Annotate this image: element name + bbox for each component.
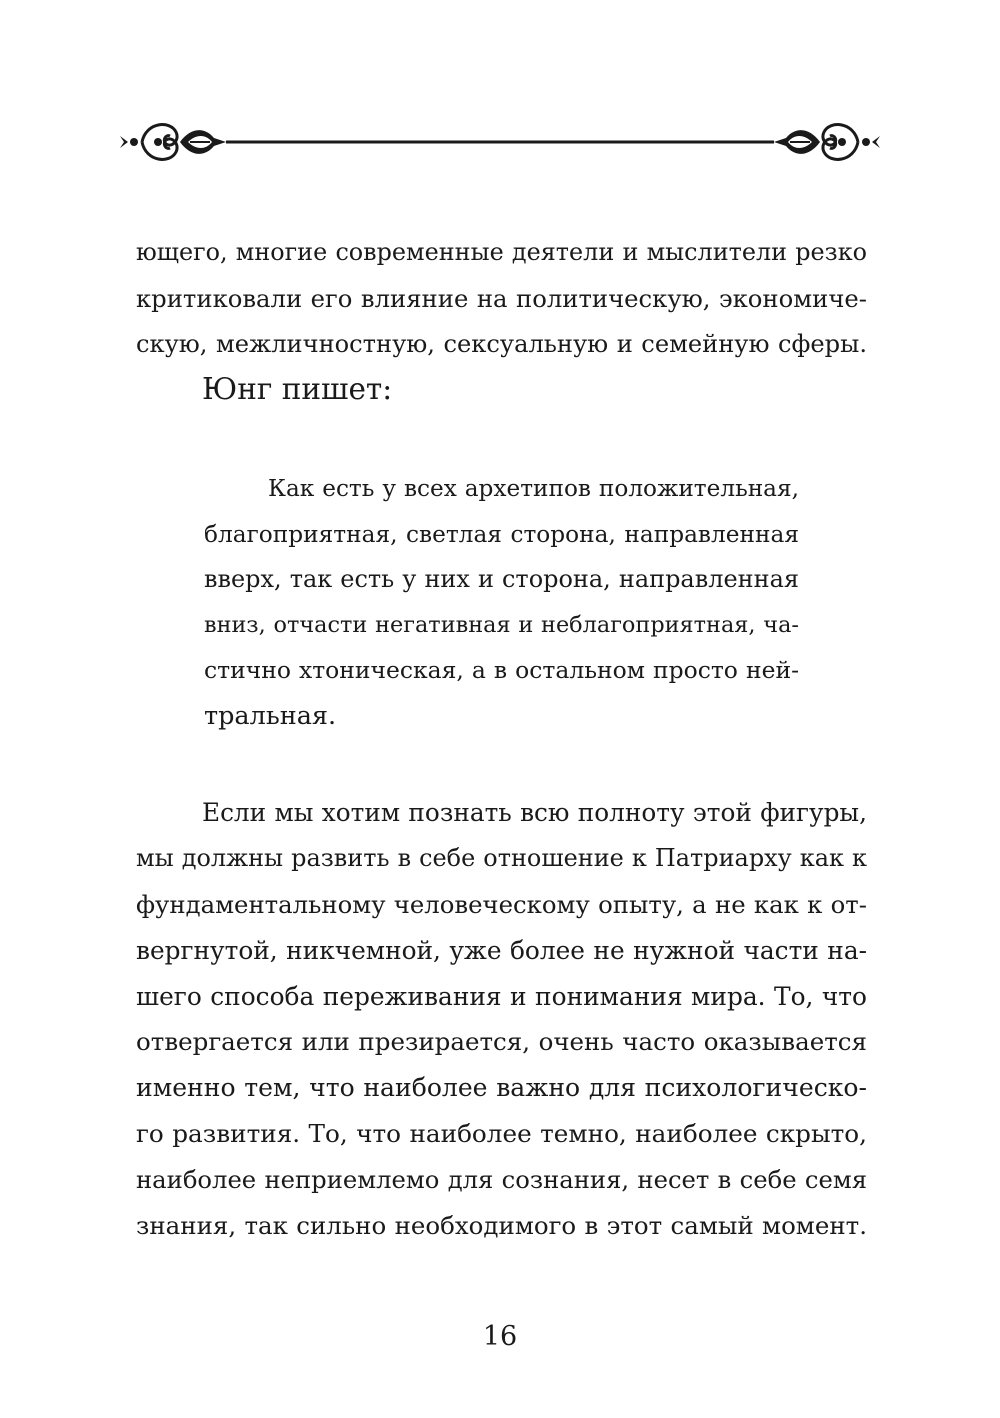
text-line: именно тем, что наиболее важно для психологическо- [136, 1073, 867, 1103]
text-line: критиковали его влияние на политическую, экономиче- [136, 283, 867, 313]
quote-intro: Юнг пишет: [202, 372, 393, 407]
quote-line: вниз, отчасти негативная и неблагоприятная, ча- [204, 611, 799, 638]
text-line: ющего, многие современные деятели и мыслители резко [136, 238, 867, 266]
text-line: отвергается или презирается, очень часто оказывается [136, 1027, 867, 1057]
text-line: Если мы хотим познать всю полноту этой фигуры, [202, 798, 867, 827]
text-line: знания, так сильно необходимого в этот самый момент. [136, 1211, 867, 1241]
text-line: скую, межличностную, сексуальную и семейную сферы. [136, 329, 867, 358]
text-line: фундаментальному человеческому опыту, а не как к от- [136, 889, 867, 919]
ornamental-divider-icon [118, 110, 882, 174]
paragraph-main [136, 790, 867, 1249]
text-line: мы должны развить в себе отношение к Патриарху как к [136, 843, 867, 872]
text-line: шего способа переживания и понимания мира. То, что [136, 981, 867, 1011]
quote-line: тральная. [204, 700, 337, 731]
text-line: наиболее неприемлемо для сознания, несет в себе семя [136, 1165, 867, 1195]
paragraph-continuation [136, 230, 867, 413]
text-line: го развития. То, что наиболее темно, наиболее скрыто, [136, 1119, 867, 1149]
quote-line: благоприятная, светлая сторона, направленная [204, 520, 799, 548]
quote-line: стично хтоническая, а в остальном просто ней- [204, 656, 799, 685]
quote-line: Как есть у всех архетипов положительная, [268, 475, 799, 502]
text-line: вергнутой, никчемной, уже более не нужной части на- [136, 935, 867, 965]
quote-line: вверх, так есть у них и сторона, направленная [204, 565, 799, 594]
page-number: 16 [482, 1321, 518, 1352]
block-quote [204, 466, 799, 740]
